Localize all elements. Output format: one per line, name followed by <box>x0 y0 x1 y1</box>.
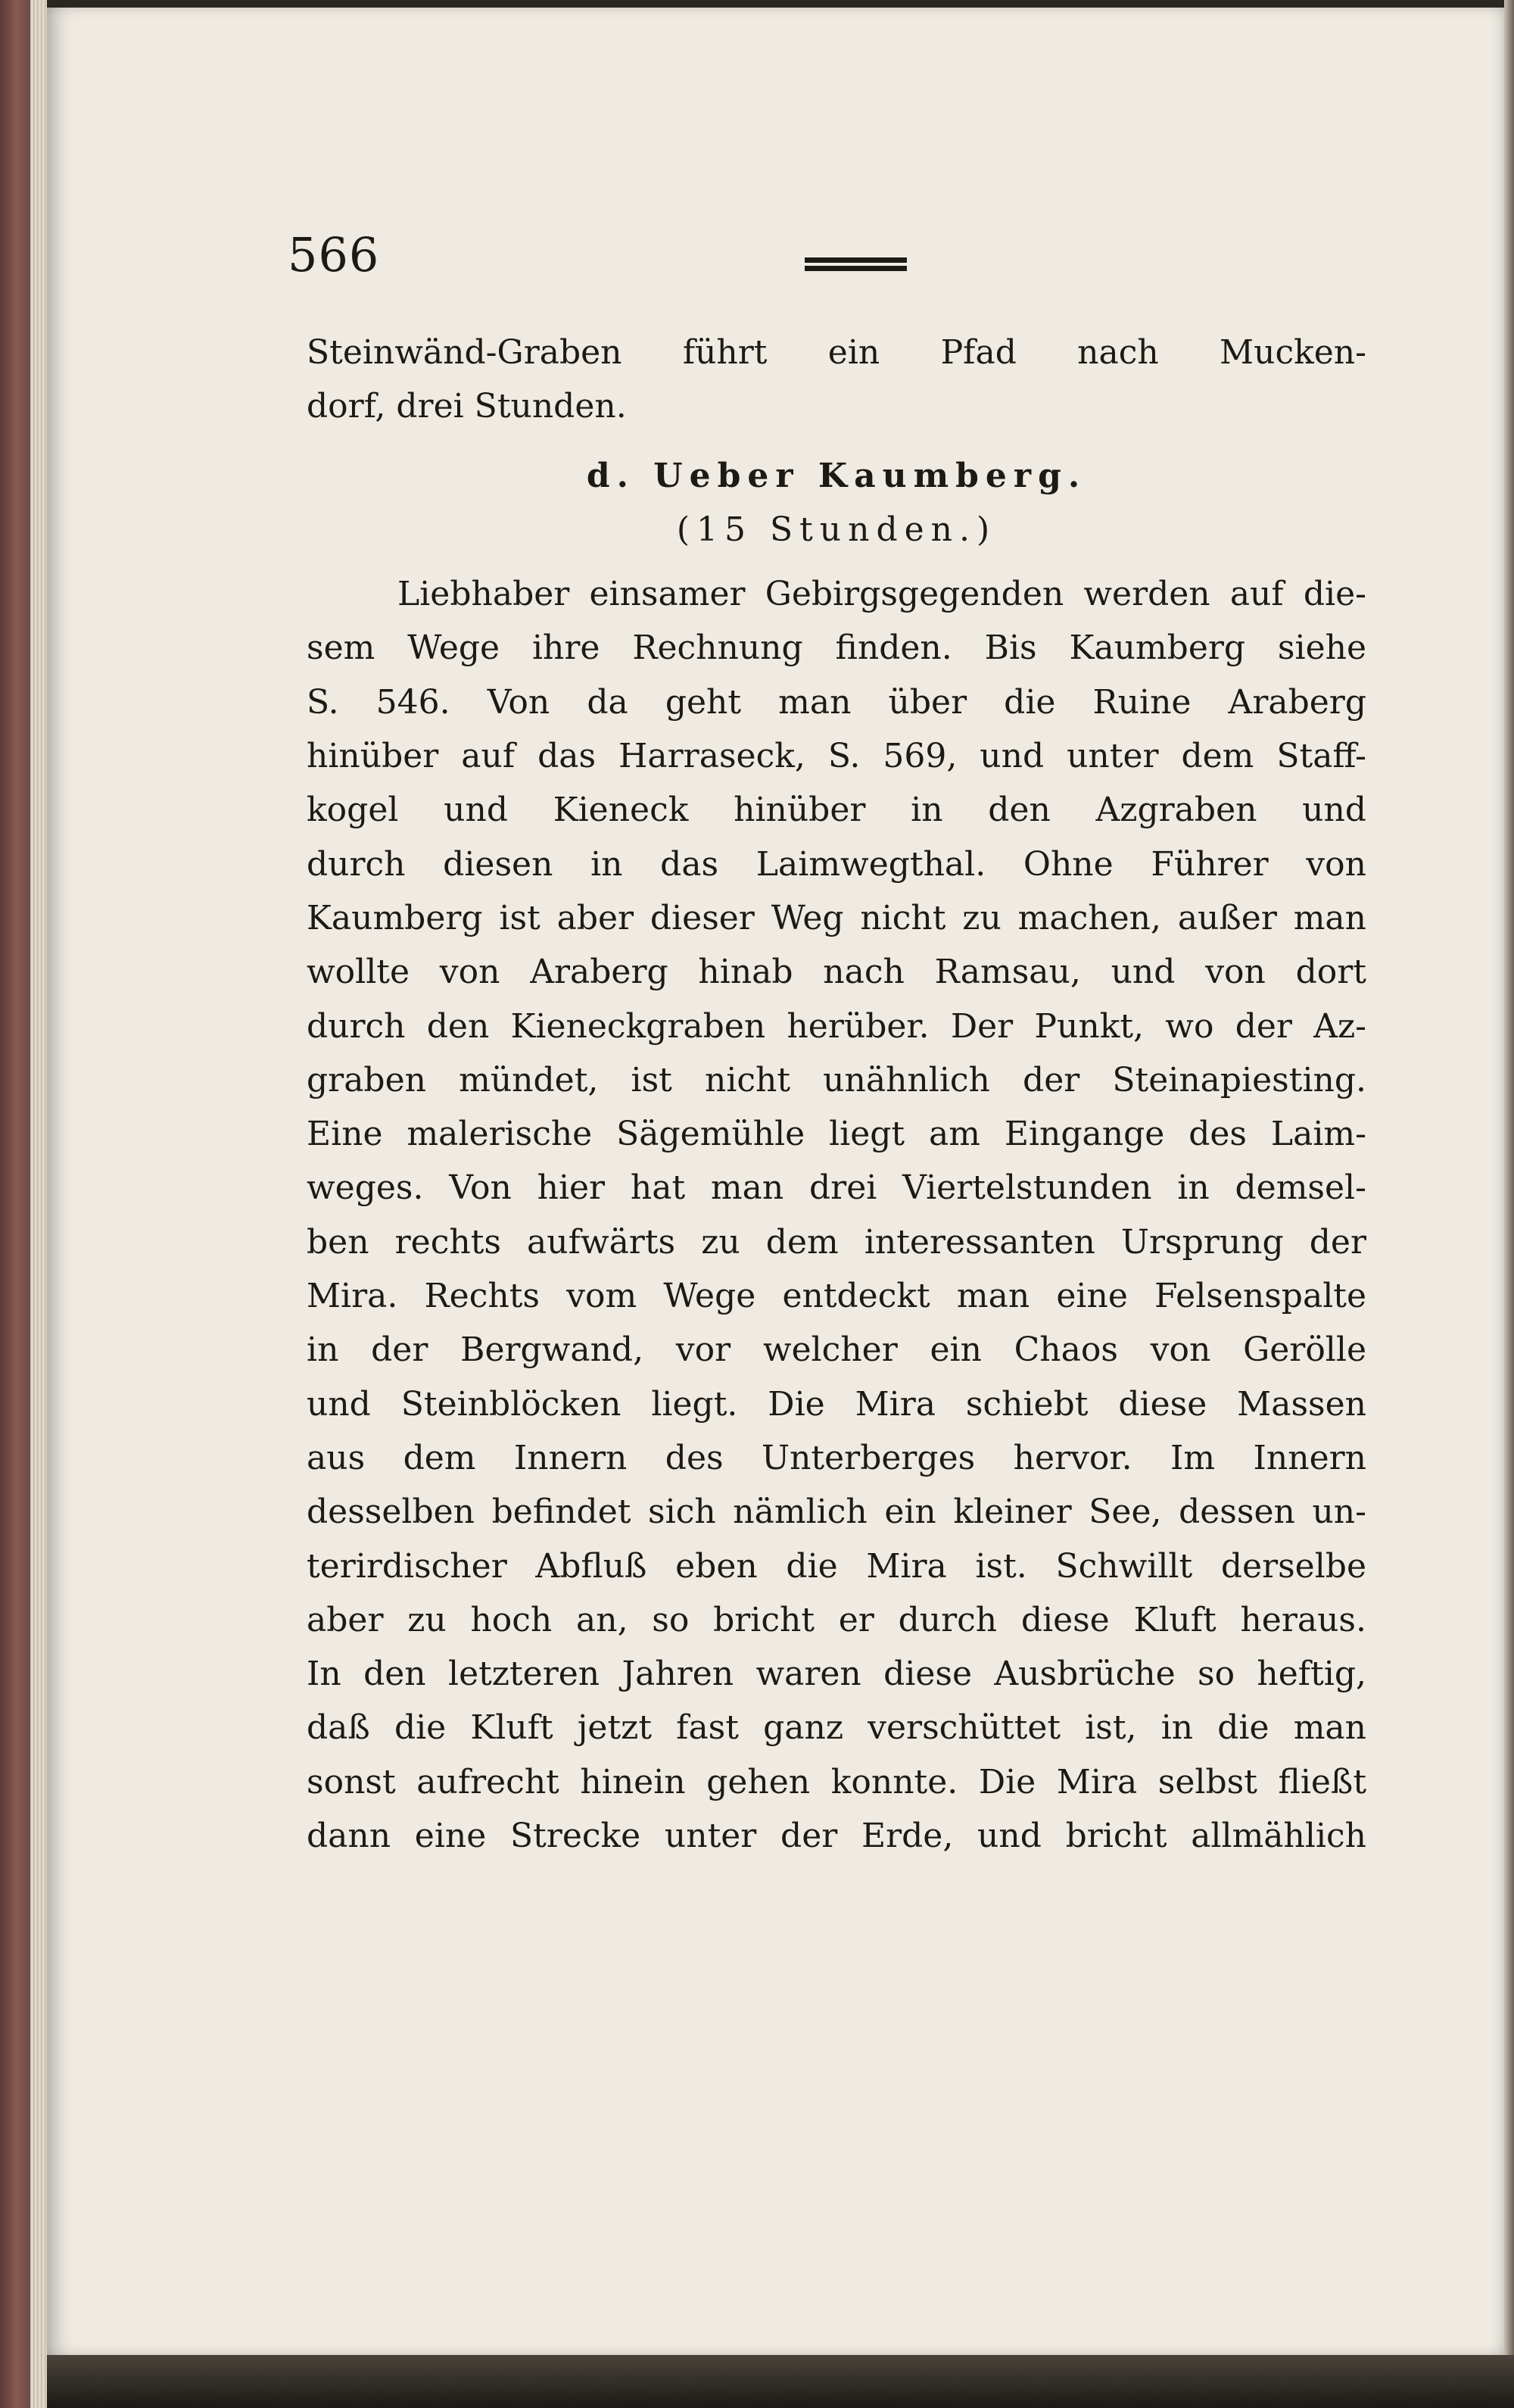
page-right-edge <box>1504 0 1514 2408</box>
text-line: durch den Kieneckgraben herüber. Der Punkt, wo der Az- <box>307 1006 1366 1046</box>
text-line: S. 546. Von da geht man über die Ruine Araberg <box>307 682 1366 722</box>
text-line: Liebhaber einsamer Gebirgsgegenden werden auf die- <box>397 575 1366 614</box>
book-spine <box>0 0 30 2408</box>
text-line: aus dem Innern des Unterberges hervor. Im Innern <box>307 1438 1366 1477</box>
header-rule <box>805 257 907 277</box>
text-line: sem Wege ihre Rechnung finden. Bis Kaumberg siehe <box>307 629 1366 668</box>
text-line: daß die Kluft jetzt fast ganz verschüttet ist, in die man <box>307 1708 1366 1748</box>
text-line: aber zu hoch an, so bricht er durch diese Kluft heraus. <box>307 1600 1366 1639</box>
body-text <box>307 326 1366 1863</box>
text-line: terirdischer Abfluß eben die Mira ist. Schwillt derselbe <box>307 1546 1366 1586</box>
text-line: wollte von Araberg hinab nach Ramsau, und von dort <box>307 953 1366 992</box>
text-line: dann eine Strecke unter der Erde, und bricht allmählich <box>307 1817 1366 1856</box>
bottom-shadow <box>47 2355 1514 2408</box>
text-line: weges. Von hier hat man drei Viertelstunden in demsel- <box>307 1168 1366 1208</box>
text-line: und Steinblöcken liegt. Die Mira schiebt diese Massen <box>307 1384 1366 1424</box>
page-edges <box>30 0 47 2408</box>
text-line: Steinwänd-Graben führt ein Pfad nach Mucken- <box>307 333 1366 372</box>
text-line: Eine malerische Sägemühle liegt am Eingange des Laim- <box>307 1115 1366 1154</box>
text-line: Mira. Rechts vom Wege entdeckt man eine Felsenspalte <box>307 1277 1366 1316</box>
text-line: dorf, drei Stunden. <box>307 387 627 426</box>
text-line: desselben befindet sich nämlich ein kleiner See, dessen un- <box>307 1493 1366 1532</box>
text-line: graben mündet, ist nicht unähnlich der Steinapiesting. <box>307 1060 1366 1100</box>
text-line: Kaumberg ist aber dieser Weg nicht zu machen, außer man <box>307 898 1366 937</box>
text-line: kogel und Kieneck hinüber in den Azgraben und <box>307 791 1366 830</box>
section-heading: d. Ueber Kaumberg. <box>586 456 1087 495</box>
text-line: sonst aufrecht hinein gehen konnte. Die Mira selbst fließt <box>307 1762 1366 1801</box>
text-line: in der Bergwand, vor welcher ein Chaos von Gerölle <box>307 1330 1366 1370</box>
text-line: hinüber auf das Harraseck, S. 569, und unter dem Staff- <box>307 737 1366 776</box>
text-line: ben rechts aufwärts zu dem interessanten Ursprung der <box>307 1222 1366 1262</box>
page-number: 566 <box>288 227 380 282</box>
text-line: durch diesen in das Laimwegthal. Ohne Führer von <box>307 844 1366 884</box>
text-line: In den letzteren Jahren waren diese Ausbrüche so heftig, <box>307 1655 1366 1694</box>
section-subheading: (15 Stunden.) <box>676 510 997 549</box>
